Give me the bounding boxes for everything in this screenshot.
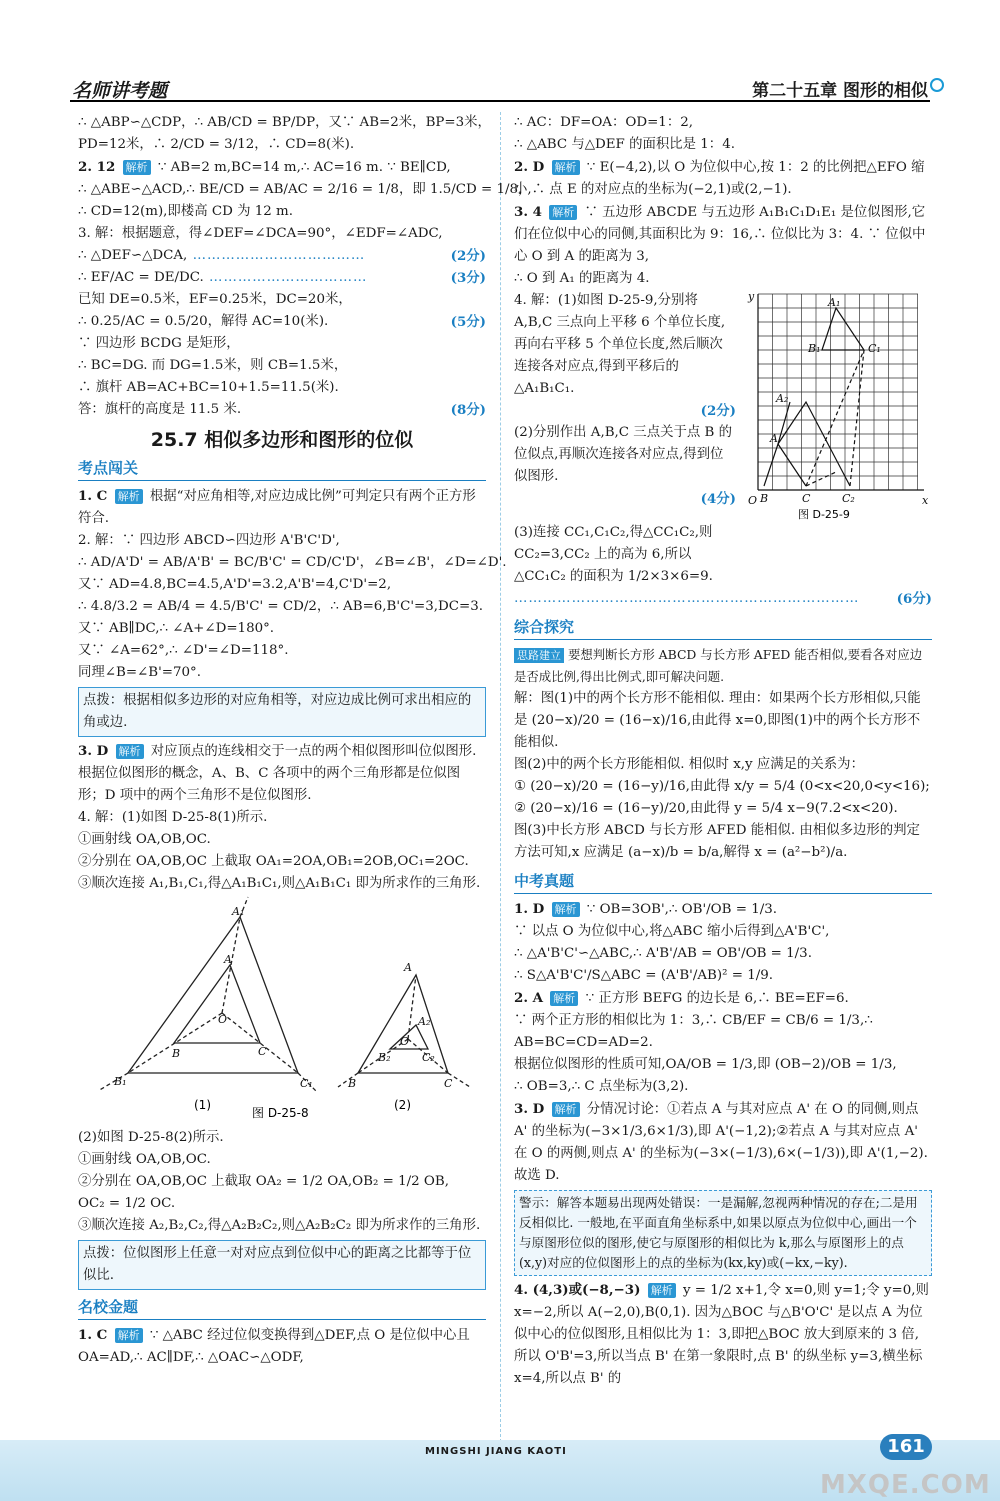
score: (2分) bbox=[450, 248, 486, 264]
axis-label-x: x bbox=[922, 494, 929, 507]
answer-line: ∴ △ABC 与△DEF 的面积比是 1：4. bbox=[514, 137, 735, 152]
analysis-tag: 解析 bbox=[550, 991, 578, 1006]
warning-box: 警示：解答本题易出现两处错误：一是漏解,忽视两种情况的存在;二是用反相似比. 一般地,在平面直角坐标系中,如果以原点为位似中心,画出一个与原图形位似的图形,使它与原图形的相似比为 k,那么与原图形上的点(x,y)对应的位似图形上的点的坐标为(kx,ky)或(−kx,−ky). bbox=[514, 1190, 932, 1276]
answer-k4 bbox=[514, 1279, 932, 1390]
answer-number: 4. (4,3)或(−8,−3) bbox=[514, 1282, 641, 1298]
answer-line: 同理∠B=∠B'=70°. bbox=[78, 665, 202, 680]
right-column bbox=[514, 112, 932, 1390]
analysis-tag: 解析 bbox=[552, 902, 580, 917]
answer-line: ∴ OB=3,∴ C 点坐标为(3,2). bbox=[514, 1079, 689, 1094]
header-chapter-title: 第二十五章 图形的相似 bbox=[752, 81, 928, 101]
answer-line: 根据位似图形的性质可知,OA/OB = 1/3,即 (OB−2)/OB = 1/3, bbox=[514, 1057, 897, 1072]
header-ring-icon bbox=[930, 78, 944, 92]
answer-line: ③顺次连接 A₂,B₂,C₂,得△A₂B₂C₂,则△A₂B₂C₂ 即为所求作的三角形. bbox=[78, 1218, 481, 1233]
answer-m3 bbox=[514, 201, 932, 268]
analysis-tag: 解析 bbox=[552, 160, 580, 175]
figure-d-25-8 bbox=[78, 895, 486, 1127]
answer-line: ② (20−x)/16 = (16−y)/20,由此得 y = 5/4 x−9(7.2<x<20). bbox=[514, 801, 898, 816]
answer-number: 3. 4 bbox=[514, 204, 542, 220]
svg-text:A₂: A₂ bbox=[418, 1015, 431, 1028]
grid-figure-d-25-9 bbox=[742, 290, 932, 522]
answer-m2 bbox=[514, 156, 932, 201]
answer-m1 bbox=[78, 1324, 486, 1369]
svg-text:A₁: A₁ bbox=[232, 905, 245, 918]
answer-p3 bbox=[78, 740, 486, 807]
answer-text: y = 1/2 x+1,令 x=0,则 y=1;令 y=0,则 x=−2,所以 A(−2,0),B(0,1). 因为△BOC 与△B'O'C' 是以点 A 为位似中心的位似图形,且相似比为 1：3,即把△BOC 放大到原来的 3 倍,所以 O'B'=3,所以当点 B' 在第一象限时,点 B' 的纵坐标 y=3,横坐标 x=4,所以点 B' 的 bbox=[514, 1283, 929, 1386]
answer-line: ∴ AC：DF=OA：OD=1：2, bbox=[514, 115, 693, 130]
answer-line: (2)如图 D-25-8(2)所示. bbox=[78, 1130, 224, 1145]
header-rule bbox=[70, 100, 930, 102]
answer-line: ∴ △ABE∽△ACD,∴ BE/CD = AB/AC = 2/16 = 1/8，即 1.5/CD = 1/8， bbox=[78, 182, 532, 197]
tip-box: 点拨：根据相似多边形的对应角相等，对应边成比例可求出相应的角或边. bbox=[78, 687, 486, 737]
answer-text: ∴ 0.25/AC = 0.5/20，解得 AC=10(米). bbox=[78, 314, 329, 329]
svg-text:B: B bbox=[172, 1047, 181, 1060]
answer-line: OC₂ = 1/2 OC. bbox=[78, 1196, 176, 1211]
leader-dots: …………………………… bbox=[203, 270, 368, 285]
svg-text:O: O bbox=[400, 1035, 410, 1048]
answer-line: ∵ 两个正方形的相似比为 1：3,∴ CB/EF = CB/6 = 1/3,∴ AB=BC=CD=AD=2. bbox=[514, 1013, 873, 1050]
answer-line: ③顺次连接 A₁,B₁,C₁,得△A₁B₁C₁,则△A₁B₁C₁ 即为所求作的三角形. bbox=[78, 876, 481, 891]
answer-line: 3. 解：根据题意，得∠DEF=∠DCA=90°，∠EDF=∠ADC, bbox=[78, 226, 443, 241]
analysis-tag: 解析 bbox=[648, 1283, 676, 1298]
point-label: A bbox=[770, 432, 778, 445]
answer-line: ① (20−x)/20 = (16−y)/16,由此得 x/y = 5/4 (0<x<20,0<y<16); bbox=[514, 779, 930, 794]
answer-line: ∴ CD=12(m),即楼高 CD 为 12 m. bbox=[78, 204, 293, 219]
answer-line bbox=[78, 399, 486, 421]
score: (8分) bbox=[450, 402, 486, 418]
svg-text:A: A bbox=[224, 953, 232, 966]
tip-box: 点拨：位似图形上任意一对对应点到位似中心的距离之比都等于位似比. bbox=[78, 1240, 486, 1290]
answer-text: 4. 解：(1)如图 D-25-9,分别将 A,B,C 三点向上平移 6 个单位长度,再向右平移 5 个单位长度,然后顺次连接各对应点,得到平移后的△A₁B₁C₁. bbox=[514, 293, 726, 396]
svg-text:B: B bbox=[348, 1077, 357, 1090]
svg-text:B₁: B₁ bbox=[114, 1075, 127, 1088]
answer-line bbox=[78, 311, 486, 333]
answer-text: ∵ 正方形 BEFG 的边长是 6,∴ BE=EF=6. bbox=[585, 991, 849, 1006]
answer-line: 解：图(1)中的两个长方形不能相似. 理由：如果两个长方形相似,只能是 (20−x)/20 = (16−x)/16,由此得 x=0,即图(1)中的两个长方形不能相似. bbox=[514, 691, 921, 750]
answer-line: ∵ 以点 O 为位似中心,将△ABC 缩小后得到△A'B'C', bbox=[514, 924, 830, 939]
point-label: B bbox=[760, 492, 769, 505]
point-label: A₂ bbox=[776, 392, 789, 405]
score: (5分) bbox=[450, 314, 486, 330]
header-series-title: 名师讲考题 bbox=[72, 80, 168, 102]
answer-line: ∴ O 到 A₁ 的距离为 4. bbox=[514, 271, 650, 286]
answer-line: 又∵ ∠A=62°,∴ ∠D'=∠D=118°. bbox=[78, 643, 289, 658]
analysis-tag: 解析 bbox=[115, 1328, 143, 1343]
answer-line: ∴ △ABP∽△CDP，∴ AB/CD = BP/DP，又∵ AB=2米，BP=3米， bbox=[78, 115, 491, 130]
svg-text:O: O bbox=[218, 1013, 228, 1026]
answer-line: ∴ S△A'B'C'/S△ABC = (A'B'/AB)² = 1/9. bbox=[514, 968, 774, 983]
subsection-heading: 中考真题 bbox=[514, 870, 932, 894]
svg-text:C: C bbox=[444, 1077, 453, 1090]
answer-text: ∵ AB=2 m,BC=14 m,∴ AC=16 m. ∵ BE∥CD, bbox=[157, 160, 451, 175]
answer-line: 已知 DE=0.5米，EF=0.25米，DC=20米， bbox=[78, 292, 352, 307]
point-label: C₂ bbox=[842, 492, 855, 505]
answer-text: (2)分别作出 A,B,C 三点关于点 B 的位似点,再顺次连接各对应点,得到位似图形. bbox=[514, 425, 733, 484]
answer-m4-block bbox=[514, 290, 932, 522]
point-label: B₁ bbox=[808, 342, 821, 355]
answer-line: 图(3)中长方形 ABCD 与长方形 AFED 能相似. 由相似多边形的判定方法可知,x 应满足 (a−x)/b = b/a,解得 x = (a²−b²)/a. bbox=[514, 823, 920, 860]
idea-tag: 思路建立 bbox=[514, 648, 564, 663]
analysis-tag: 解析 bbox=[552, 1102, 580, 1117]
answer-line: ∴ 4.8/3.2 = AB/4 = 4.5/B'C' = CD/2，∴ AB=6,B'C'=3,DC=3. bbox=[78, 599, 483, 614]
answer-line: 又∵ AD=4.8,BC=4.5,A'D'=3.2,A'B'=4,C'D'=2, bbox=[78, 577, 392, 592]
idea-text: 要想判断长方形 ABCD 与长方形 AFED 能否相似,要看各对应边是否成比例,得出比例式,即可解决问题. bbox=[514, 647, 923, 684]
score: (3分) bbox=[450, 270, 486, 286]
svg-text:B₂: B₂ bbox=[378, 1051, 391, 1064]
answer-number: 1. C bbox=[78, 488, 108, 504]
score: (4分) bbox=[700, 491, 736, 507]
answer-line bbox=[78, 245, 486, 267]
answer-text: ∵ E(−4,2),以 O 为位似中心,按 1：2 的比例把△EFO 缩小,∴ 点 E 的对应点的坐标为(−2,1)或(2,−1). bbox=[514, 160, 925, 197]
answer-line: 又∵ AB∥DC,∴ ∠A+∠D=180°. bbox=[78, 621, 275, 636]
answer-number: 2. D bbox=[514, 159, 545, 175]
column-divider bbox=[500, 112, 501, 1442]
figure-caption: 图 D-25-8 bbox=[252, 1106, 309, 1120]
watermark: MXQE.COM bbox=[820, 1470, 991, 1500]
answer-line: ①画射线 OA,OB,OC. bbox=[78, 1152, 211, 1167]
analysis-tag: 解析 bbox=[116, 744, 144, 759]
answer-number: 1. D bbox=[514, 901, 545, 917]
answer-text: ∴ △DEF∽△DCA, bbox=[78, 248, 188, 263]
answer-p1 bbox=[78, 485, 486, 530]
leader-dots: ……………………………………………………………… bbox=[514, 591, 860, 606]
answer-line: PD=12米，∴ 2/CD = 3/12，∴ CD=8(米). bbox=[78, 137, 355, 152]
page-number: 161 bbox=[880, 1434, 932, 1460]
answer-line: ∵ 四边形 BCDG 是矩形， bbox=[78, 336, 240, 351]
homothety-figure bbox=[78, 895, 486, 1127]
footer-brand: MINGSHI JIANG KAOTI bbox=[425, 1446, 567, 1457]
answer-m4-text bbox=[514, 290, 736, 510]
answer-line: ∴ 旗杆 AB=AC+BC=10+1.5=11.5(米). bbox=[78, 380, 339, 395]
score: (6分) bbox=[896, 591, 932, 607]
analysis-tag: 解析 bbox=[123, 160, 151, 175]
answer-line: ②分别在 OA,OB,OC 上截取 OA₁=2OA,OB₁=2OB,OC₁=2OC. bbox=[78, 854, 469, 869]
answer-line: (3)连接 CC₁,C₁C₂,得△CC₁C₂,则 CC₂=3,CC₂ 上的高为 6,所以△CC₁C₂ 的面积为 1/2×3×6=9. bbox=[514, 525, 713, 584]
svg-text:C: C bbox=[258, 1045, 267, 1058]
subsection-heading: 综合探究 bbox=[514, 616, 932, 640]
point-label: C₁ bbox=[868, 342, 881, 355]
svg-text:A: A bbox=[404, 961, 412, 974]
subsection-heading: 名校金题 bbox=[78, 1296, 486, 1320]
answer-number: 2. A bbox=[514, 990, 544, 1006]
point-label: C bbox=[802, 492, 811, 505]
answer-line: ∴ △A'B'C'∽△ABC,∴ A'B'/AB = OB'/OB = 1/3. bbox=[514, 946, 812, 961]
origin-label: O bbox=[748, 494, 758, 507]
answer-text: ∵ OB=3OB',∴ OB'/OB = 1/3. bbox=[586, 902, 778, 917]
answer-q2 bbox=[78, 156, 486, 179]
answer-text: ∵ △ABC 经过位似变换得到△DEF,点 O 是位似中心且 OA=AD,∴ AC∥DF,∴ △OAC∽△ODF, bbox=[78, 1328, 470, 1365]
point-label: A₁ bbox=[828, 296, 841, 309]
analysis-tag: 解析 bbox=[115, 489, 143, 504]
triangle-abc bbox=[174, 965, 260, 1043]
section-title: 25.7 相似多边形和图形的位似 bbox=[150, 429, 414, 451]
svg-text:C₂: C₂ bbox=[422, 1051, 435, 1064]
answer-text: 分情况讨论：①若点 A 与其对应点 A' 在 O 的同侧,则点 A' 的坐标为(−3×1/3,6×1/3),即 A'(−1,2);②若点 A 与其对应点 A' 在 O 的两侧,则点 A' 的坐标为(−3×(−1/3),6×(−1/3)),即 A'(1,−2). 故选 D. bbox=[514, 1102, 928, 1183]
answer-text: 答：旗杆的高度是 11.5 米. bbox=[78, 402, 242, 417]
answer-line: 图(2)中的两个长方形能相似. 相似时 x,y 应满足的关系为： bbox=[514, 757, 864, 772]
figure-sub-label: (1) bbox=[194, 1098, 211, 1112]
score: (2分) bbox=[700, 403, 736, 419]
answer-line: 4. 解：(1)如图 D-25-8(1)所示. bbox=[78, 810, 268, 825]
answer-number: 2. 12 bbox=[78, 159, 116, 175]
figure-sub-label: (2) bbox=[394, 1098, 411, 1112]
answer-number: 3. D bbox=[78, 743, 109, 759]
answer-line: ②分别在 OA,OB,OC 上截取 OA₂ = 1/2 OA,OB₂ = 1/2 OB, bbox=[78, 1174, 449, 1189]
answer-text: 根据“对应角相等,对应边成比例”可判定只有两个正方形符合. bbox=[78, 489, 476, 526]
axis-label-y: y bbox=[748, 290, 755, 303]
answer-line: 2. 解：∵ 四边形 ABCD∽四边形 A'B'C'D', bbox=[78, 533, 340, 548]
figure-caption: 图 D-25-9 bbox=[798, 508, 850, 521]
answer-text: ∴ EF/AC = DE/DC. bbox=[78, 270, 204, 285]
answer-number: 1. C bbox=[78, 1327, 108, 1343]
svg-text:C₁: C₁ bbox=[300, 1077, 313, 1090]
answer-line: ①画射线 OA,OB,OC. bbox=[78, 832, 211, 847]
answer-k2 bbox=[514, 987, 932, 1010]
answer-text: ∵ 五边形 ABCDE 与五边形 A₁B₁C₁D₁E₁ 是位似图形,它们在位似中心的同侧,其面积比为 9：16,∴ 位似比为 3：4. ∵ 位似中心 O 到 A 的距离为 3, bbox=[514, 205, 926, 264]
answer-text: 对应顶点的连线相交于一点的两个相似图形叫位似图形. 根据位似图形的概念，A、B、C 各项中的两个三角形都是位似图形；D 项中的两个三角形不是位似图形. bbox=[78, 744, 477, 803]
answer-k1 bbox=[514, 898, 932, 921]
answer-line bbox=[514, 588, 932, 610]
leader-dots: ……………………………… bbox=[187, 248, 366, 263]
answer-line bbox=[78, 267, 486, 289]
answer-line: ∴ BC=DG. 而 DG=1.5米，则 CB=1.5米， bbox=[78, 358, 348, 373]
answer-k3 bbox=[514, 1098, 932, 1187]
triangle-a1b1c1 bbox=[128, 917, 298, 1073]
analysis-tag: 解析 bbox=[549, 205, 577, 220]
page-header bbox=[0, 0, 1000, 100]
subsection-heading: 考点闯关 bbox=[78, 457, 486, 481]
answer-number: 3. D bbox=[514, 1101, 545, 1117]
answer-line: ∴ AD/A'D' = AB/A'B' = BC/B'C' = CD/C'D'，∠B=∠B'，∠D=∠D'. bbox=[78, 555, 507, 570]
idea-note bbox=[514, 644, 932, 688]
